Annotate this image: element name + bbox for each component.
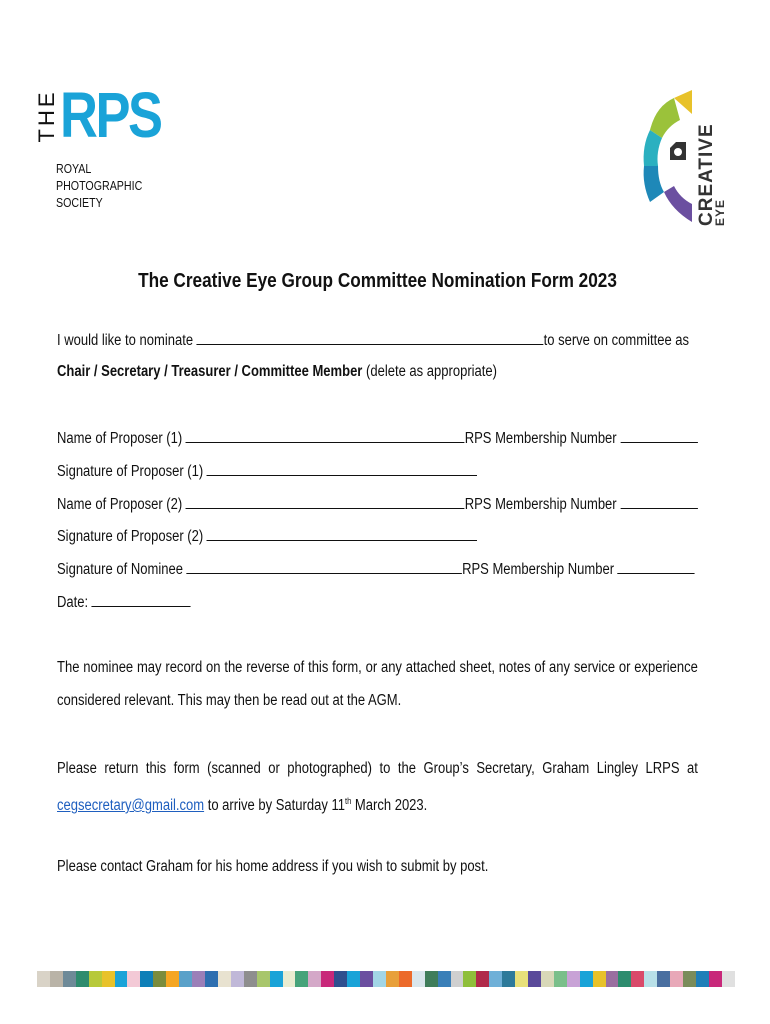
stripe-segment <box>231 971 244 987</box>
stripe-segment <box>580 971 593 987</box>
stripe-segment <box>37 971 50 987</box>
stripe-segment <box>270 971 283 987</box>
date-line: Date: <box>57 592 191 612</box>
logo-arc-blue <box>644 166 664 202</box>
proposer2-signature-line: Signature of Proposer (2) <box>57 526 477 546</box>
date-field[interactable] <box>92 592 191 607</box>
stripe-segment <box>373 971 386 987</box>
stripe-segment <box>218 971 231 987</box>
stripe-segment <box>515 971 528 987</box>
stripe-segment <box>205 971 218 987</box>
stripe-segment <box>102 971 115 987</box>
creative-eye-logo <box>640 86 727 230</box>
nominee-notes-paragraph: The nominee may record on the reverse of this form, or any attached sheet, notes of any service or experience considered relevant. This may then be read out at the AGM. <box>57 659 698 709</box>
stripe-segment <box>115 971 128 987</box>
proposer2-signature-field[interactable] <box>207 526 477 541</box>
stripe-segment <box>257 971 270 987</box>
stripe-segment <box>76 971 89 987</box>
stripe-segment <box>308 971 321 987</box>
rps-logo-the: THE <box>34 89 59 143</box>
proposer1-name-field[interactable] <box>186 428 465 443</box>
nominee-membership-field[interactable] <box>618 559 695 574</box>
color-stripe-footer <box>37 971 735 987</box>
stripe-segment <box>618 971 631 987</box>
stripe-segment <box>567 971 580 987</box>
roles-line: Chair / Secretary / Treasurer / Committee Member (delete as appropriate) <box>57 363 498 380</box>
stripe-segment <box>528 971 541 987</box>
proposer2-membership-field[interactable] <box>620 494 697 509</box>
stripe-segment <box>696 971 709 987</box>
stripe-segment <box>321 971 334 987</box>
proposer1-membership-field[interactable] <box>620 428 697 443</box>
stripe-segment <box>606 971 619 987</box>
stripe-segment <box>386 971 399 987</box>
nominee-signature-line: Signature of Nominee RPS Membership Number <box>57 559 695 579</box>
stripe-segment <box>283 971 296 987</box>
nominee-name-field[interactable] <box>197 330 544 345</box>
postal-contact-paragraph: Please contact Graham for his home address if you wish to submit by post. <box>57 858 489 875</box>
nominee-signature-field[interactable] <box>187 559 463 574</box>
logo-eye-text: EYE <box>713 198 727 226</box>
stripe-segment <box>541 971 554 987</box>
stripe-segment <box>153 971 166 987</box>
stripe-segment <box>63 971 76 987</box>
form-title: The Creative Eye Group Committee Nomination Form 2023 <box>138 270 617 292</box>
stripe-segment <box>295 971 308 987</box>
stripe-segment <box>399 971 412 987</box>
stripe-segment <box>463 971 476 987</box>
proposer2-name-line: Name of Proposer (2) RPS Membership Number <box>57 494 698 514</box>
logo-creative-text: CREATIVE <box>696 123 717 226</box>
proposer1-signature-field[interactable] <box>207 461 477 476</box>
stripe-segment <box>683 971 696 987</box>
stripe-segment <box>631 971 644 987</box>
stripe-segment <box>334 971 347 987</box>
proposer1-name-line: Name of Proposer (1) RPS Membership Number <box>57 428 698 448</box>
stripe-segment <box>244 971 257 987</box>
proposer1-signature-line: Signature of Proposer (1) <box>57 461 477 481</box>
stripe-segment <box>360 971 373 987</box>
stripe-segment <box>657 971 670 987</box>
stripe-segment <box>347 971 360 987</box>
stripe-segment <box>476 971 489 987</box>
stripe-segment <box>89 971 102 987</box>
stripe-segment <box>554 971 567 987</box>
stripe-segment <box>709 971 722 987</box>
return-instructions-paragraph: Please return this form (scanned or photographed) to the Group’s Secretary, Graham Lingley LRPS at cegsecretary@gmail.com to arrive by Saturday 11th March 2023. <box>57 760 698 815</box>
stripe-segment <box>140 971 153 987</box>
logo-arc-green <box>650 98 680 138</box>
stripe-segment <box>502 971 515 987</box>
stripe-segment <box>127 971 140 987</box>
stripe-segment <box>425 971 438 987</box>
stripe-segment <box>489 971 502 987</box>
logo-arc-purple <box>664 186 692 222</box>
stripe-segment <box>179 971 192 987</box>
stripe-segment <box>451 971 464 987</box>
secretary-email-link[interactable]: cegsecretary@gmail.com <box>57 797 205 815</box>
stripe-segment <box>192 971 205 987</box>
rps-logo-wordmark: RPS <box>60 79 161 151</box>
stripe-segment <box>166 971 179 987</box>
stripe-segment <box>644 971 657 987</box>
rps-logo-society: ROYAL PHOTOGRAPHIC SOCIETY <box>56 161 143 210</box>
stripe-segment <box>670 971 683 987</box>
stripe-segment <box>438 971 451 987</box>
stripe-segment <box>412 971 425 987</box>
roles-options: Chair / Secretary / Treasurer / Committee Member <box>57 363 363 380</box>
stripe-segment <box>593 971 606 987</box>
nominate-line: I would like to nominate to serve on committee as <box>57 332 690 349</box>
stripe-segment <box>50 971 63 987</box>
proposer2-name-field[interactable] <box>186 494 465 509</box>
stripe-segment <box>722 971 735 987</box>
